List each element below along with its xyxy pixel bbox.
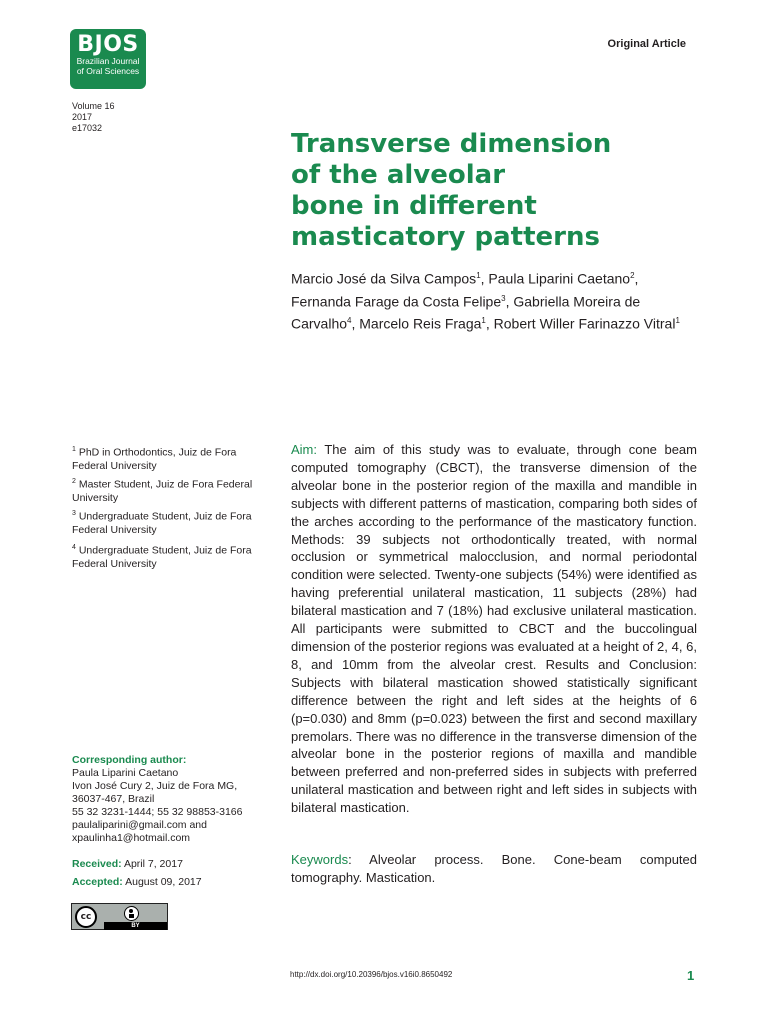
received-value: April 7, 2017: [123, 858, 183, 870]
article-dates: [72, 856, 202, 891]
accepted-label: Accepted:: [72, 875, 123, 888]
author-aff: 4: [347, 316, 352, 326]
cc-by-license-badge[interactable]: [71, 903, 168, 930]
keywords-text: : Alveolar process. Bone. Cone-beam computed tomography. Mastication.: [291, 852, 697, 885]
received-date: [72, 856, 202, 874]
author-name: Paula Liparini Caetano: [488, 270, 631, 287]
corresponding-line: 36037-467, Brazil: [72, 793, 155, 805]
corresponding-line: Ivon José Cury 2, Juiz de Fora MG,: [72, 780, 238, 792]
accepted-value: August 09, 2017: [125, 875, 202, 888]
doi-link[interactable]: http://dx.doi.org/10.20396/bjos.v16i0.8650492: [290, 970, 453, 979]
affiliation-num: 3: [72, 510, 76, 517]
author-aff: 1: [476, 271, 481, 280]
logo-line-1: Brazilian Journal: [76, 56, 140, 66]
logo-abbrev: BJOS: [77, 32, 139, 57]
affiliation-num: 1: [72, 446, 76, 453]
received-label: Received:: [72, 858, 122, 870]
issue-info: [72, 101, 115, 134]
title-line: masticatory patterns: [291, 222, 600, 252]
title-line: bone in different: [291, 191, 537, 221]
author-aff: 3: [501, 293, 506, 303]
title-line: Transverse dimension: [291, 129, 612, 159]
cc-icon: cc: [75, 906, 97, 928]
article-type: Original Article: [607, 38, 686, 50]
author-name: Marcelo Reis Fraga: [359, 315, 482, 332]
affiliation-text: Master Student, Juiz de Fora Federal University: [72, 478, 253, 504]
article-title: [291, 129, 711, 253]
journal-logo: [70, 29, 146, 89]
abstract-label: Aim:: [291, 442, 317, 457]
accepted-date: [72, 874, 202, 892]
affiliation-text: Undergraduate Student, Juiz de Fora Federal University: [72, 544, 252, 570]
article-id: e17032: [72, 123, 103, 133]
logo-line-2: of Oral Sciences: [76, 65, 140, 76]
corresponding-line: 55 32 3231-1444; 55 32 98853-3166: [72, 806, 243, 818]
affiliation-4: [72, 541, 272, 572]
corresponding-email: xpaulinha1@hotmail.com: [72, 832, 191, 844]
page-number: 1: [687, 968, 695, 983]
abstract: [291, 441, 697, 817]
author-name: Marcio José da Silva Campos: [291, 270, 477, 287]
affiliation-text: Undergraduate Student, Juiz de Fora Federal University: [72, 510, 252, 536]
volume: Volume 16: [72, 101, 115, 111]
affiliation-3: [72, 507, 272, 538]
author-name: Gabriella Moreira de Carvalho: [291, 293, 641, 332]
affiliation-num: 4: [72, 544, 76, 551]
author-aff: 1: [675, 316, 680, 326]
title-line: of the alveolar: [291, 160, 506, 190]
abstract-text: The aim of this study was to evaluate, through cone beam computed tomography (CBCT), the transverse dimension of the alveolar bone in the posterior region of the maxilla and mandible in subjects with different patterns of mastication, comparing both sides of the arches according to the performance of the masticatory function. Methods: 39 subjects not orthodontically treated, with normal occlusion or symmetrical malocclusion, and normal periodontal condition were selected. Twenty-one subjects (54%) were identified as having preferential unilateral mastication, 11 subjects (28%) had bilateral mastication and 7 (18%) had exclusive unilateral mastication. All participants were submitted to CBCT and the buccolingual dimension of the posterior regions was evaluated at a height of 2, 4, 6, 8, and 10mm from the alveolar crest. Results and Conclusion: Subjects with bilateral mastication showed statistically significant difference between the right and left sides at the heights of 6 (p=0.030) and 8mm (p=0.023) between the first and second maxillary premolars. There was no difference in the transverse dimension of the alveolar bone in the posterior regions of maxilla and mandible between preferred and non-preferred sides in subjects with preferred unilateral mastication and between right and left sides in subjects with bilateral mastication.: [291, 442, 697, 816]
corresponding-email: paulaliparini@gmail.com and: [72, 819, 207, 831]
attribution-person-icon: [124, 906, 139, 921]
author-name: Robert Willer Farinazzo Vitral: [493, 315, 676, 332]
author-name: Fernanda Farage da Costa Felipe: [291, 293, 502, 310]
affiliation-num: 2: [72, 478, 76, 485]
corresponding-author: [72, 754, 282, 845]
corresponding-heading: Corresponding author:: [72, 754, 187, 766]
affiliation-2: [72, 475, 272, 506]
keywords: [291, 851, 697, 887]
corresponding-line: Paula Liparini Caetano: [72, 767, 179, 779]
by-label: BY: [104, 922, 167, 930]
year: 2017: [72, 112, 93, 122]
author-aff: 2: [630, 271, 635, 280]
affiliation-1: [72, 443, 272, 474]
author-aff: 1: [481, 316, 486, 326]
author-list: Marcio José da Silva Campos$^1$, Paula Liparini Caetano$^2$, Fernanda Farage da Costa Felipe$^3$, Gabriella Moreira de Carvalho$^4$, Marcelo Reis Fraga$^1$, Robert Willer Farinazzo Vitral$^1$: [291, 270, 680, 332]
affiliation-text: PhD in Orthodontics, Juiz de Fora Federal University: [72, 446, 237, 472]
keywords-label: Keywords: [291, 852, 349, 867]
